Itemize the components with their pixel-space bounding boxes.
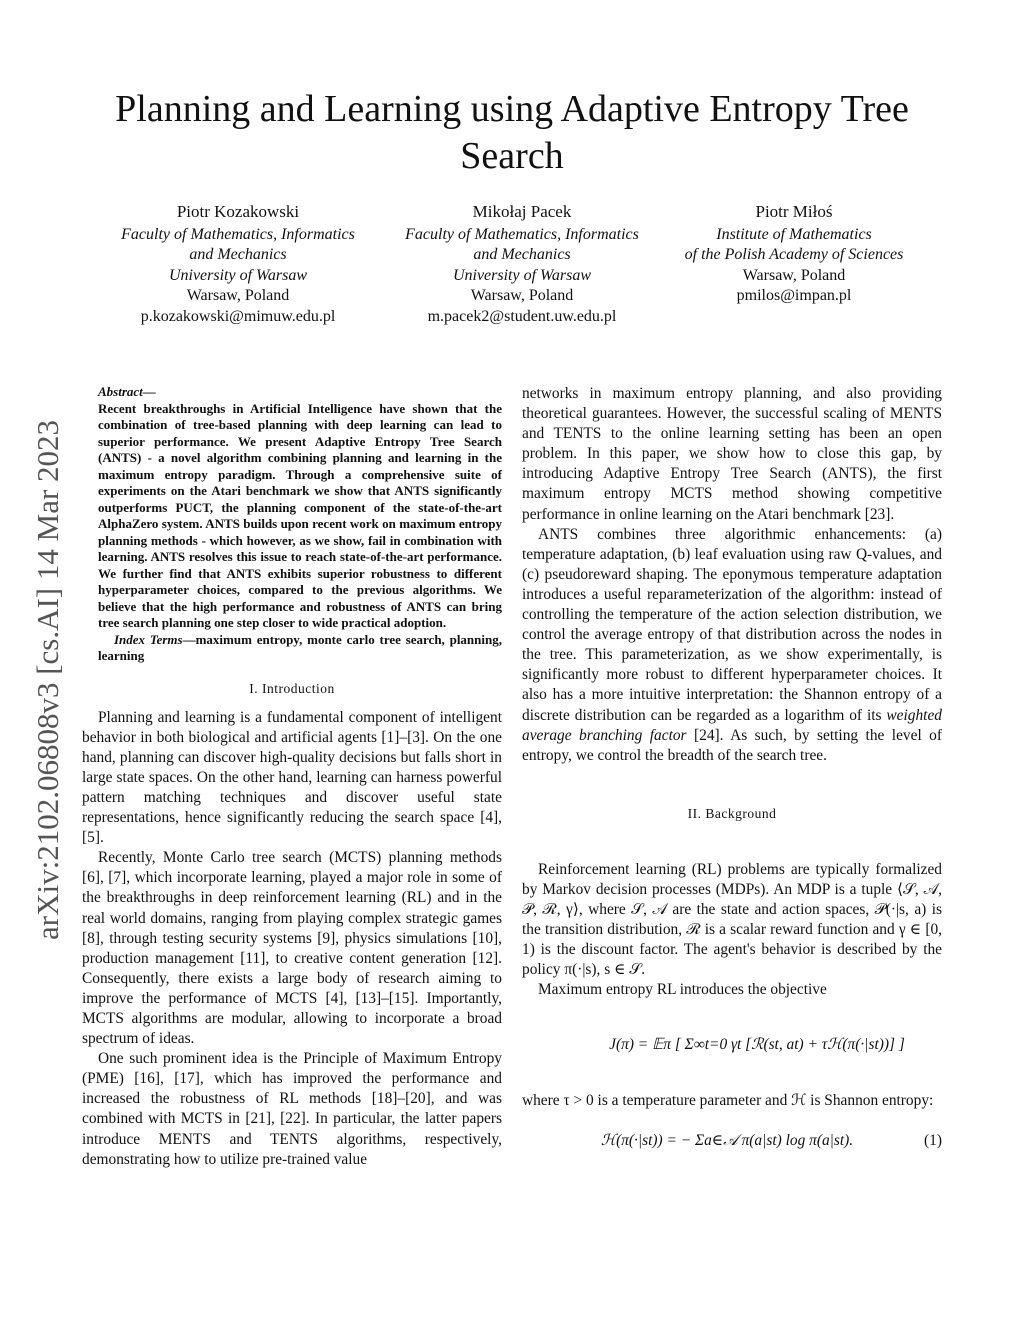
author-affiliation: Institute of Mathematics xyxy=(716,225,872,243)
paragraph: One such prominent idea is the Principle of Maximum Entropy (PME) [16], [17], which has improved the performance and increased the robustness of RL methods [18]–[20], and was combined with MCTS in [21], [22]. In particular, the latter papers introduce MENTS and TENTS algorithms, respectively, demonstrating how to utilize pre-trained value xyxy=(82,1050,502,1168)
section-heading: II. Background xyxy=(687,805,777,821)
equation-text: ℋ(π(·|st)) = − Σa∈𝒜 π(a|st) log π(a|st). xyxy=(600,1131,854,1149)
emphasis: weighted average branching factor xyxy=(522,706,942,744)
author-email: p.kozakowski@mimuw.edu.pl xyxy=(140,307,336,325)
right-column xyxy=(522,384,942,1171)
author-affiliation: Faculty of Mathematics, Informatics xyxy=(121,225,355,243)
author-1 xyxy=(96,202,380,328)
author-2 xyxy=(380,202,664,328)
author-affiliation: Faculty of Mathematics, Informatics xyxy=(405,225,639,243)
author-affiliation: of the Polish Academy of Sciences xyxy=(684,246,904,264)
author-city: Warsaw, Poland xyxy=(186,287,290,305)
arxiv-identifier: arXiv:2102.06808v3 [cs.AI] 14 Mar 2023 xyxy=(30,419,65,940)
index-terms: —maximum entropy, monte carlo tree search, planning, learning xyxy=(98,631,502,663)
equation-text: J(π) = 𝔼π [ Σ∞t=0 γt [ℛ(st, at) + τℋ(π(·|st))] ] xyxy=(609,1035,905,1053)
index-terms-label: Index Terms xyxy=(114,631,183,647)
author-affiliation: University of Warsaw xyxy=(452,266,592,284)
abstract xyxy=(82,384,502,665)
author-affiliation: and Mechanics xyxy=(189,246,287,264)
author-name: Piotr Miłoś xyxy=(755,202,833,221)
paragraph: Recently, Monte Carlo tree search (MCTS) planning methods [6], [7], which incorporate learning, played a major role in some of the breakthroughs in deep reinforcement learning (RL) and in the real world domains, ranging from playing complex strategic games [8], through testing security systems [9], physics simulations [10], production management [11], to creative content generation [12]. Consequently, there exists a large body of research aiming to improve the performance of MCTS [4], [13]–[15]. Importantly, MCTS algorithms are modular, allowing to incorporate a broad spectrum of ideas. xyxy=(82,849,502,1048)
abstract-label: Abstract— xyxy=(98,384,156,399)
paragraph xyxy=(522,525,942,766)
author-email: pmilos@impan.pl xyxy=(736,287,852,305)
equation-objective xyxy=(522,1001,942,1091)
paragraph: Reinforcement learning (RL) problems are typically formalized by Markov decision processes (MDPs). An MDP is a tuple ⟨𝒮, 𝒜, 𝒫, ℛ, γ⟩, where 𝒮, 𝒜 are the state and action spaces, 𝒫(·|s, a) is the transition distribution, ℛ is a scalar reward function and γ ∈ [0, 1) is the discount factor. The agent's behavior is described by the policy π(·|s), s ∈ 𝒮. xyxy=(522,860,942,979)
author-affiliation: and Mechanics xyxy=(473,246,571,264)
author-email: m.pacek2@student.uw.edu.pl xyxy=(427,307,617,325)
paragraph: networks in maximum entropy planning, and also providing theoretical guarantees. However, the successful scaling of MENTS and TENTS to the online learning setting has been an open problem. In this paper, we show how to close this gap, by introducing Adaptive Entropy Tree Search (ANTS), the first maximum entropy MCTS method showing competitive performance in online learning on the Atari benchmark [23]. xyxy=(522,385,942,523)
author-3 xyxy=(664,202,924,307)
left-column xyxy=(82,384,502,1170)
author-city: Warsaw, Poland xyxy=(742,266,846,284)
paragraph-text: [24]. As such, by setting the level of entropy, we control the breadth of the search tree. xyxy=(522,726,942,764)
equation-entropy xyxy=(522,1111,942,1171)
author-affiliation: University of Warsaw xyxy=(168,266,308,284)
section-heading: I. Introduction xyxy=(249,680,335,696)
abstract-text: Recent breakthroughs in Artificial Intelligence have shown that the combination of tree-based planning with deep learning can lead to superior performance. We present Adaptive Entropy Tree Search (ANTS) - a novel algorithm combining planning and learning in the maximum entropy paradigm. Through a comprehensive suite of experiments on the Atari benchmark we show that ANTS significantly outperforms PUCT, the planning component of the state-of-the-art AlphaZero system. ANTS builds upon recent work on maximum entropy planning methods - which however, as we show, fail in combination with learning. ANTS resolves this issue to reach state-of-the-art performance. We further find that ANTS exhibits superior robustness to different hyperparameter choices, compared to the previous algorithms. We believe that the high performance and robustness of ANTS can bring tree search planning one step closer to wide practical adoption. xyxy=(98,400,502,630)
equation-number: (1) xyxy=(924,1131,942,1149)
paragraph: Maximum entropy RL introduces the objective xyxy=(538,981,827,999)
paragraph: Planning and learning is a fundamental component of intelligent behavior in both biological and artificial agents [1]–[3]. On the one hand, planning can discover high-quality decisions but falls short in large state spaces. On the other hand, learning can harness powerful pattern matching techniques and discover useful state representations, hence significantly reducing the search space [4], [5]. xyxy=(82,708,502,847)
paragraph: where τ > 0 is a temperature parameter and ℋ is Shannon entropy: xyxy=(522,1091,934,1109)
author-name: Mikołaj Pacek xyxy=(472,202,572,221)
paper-title: Planning and Learning using Adaptive Entropy Tree Search xyxy=(115,88,909,177)
author-name: Piotr Kozakowski xyxy=(176,202,300,221)
author-city: Warsaw, Poland xyxy=(470,287,574,305)
paragraph-text: ANTS combines three algorithmic enhancements: (a) temperature adaptation, (b) leaf evaluation using raw Q-values, and (c) pseudoreward shaping. The eponymous temperature adaptation introduces a useful reparameterization of the algorithm: instead of controlling the temperature of the action selection distribution, we control the average entropy of that distribution across the nodes in the tree. This parameterization, as we show experimentally, is significantly more robust to different hyperparameter choices. It also has a more intuitive interpretation: the Shannon entropy of a discrete distribution can be regarded as a logarithm of its xyxy=(522,525,942,724)
